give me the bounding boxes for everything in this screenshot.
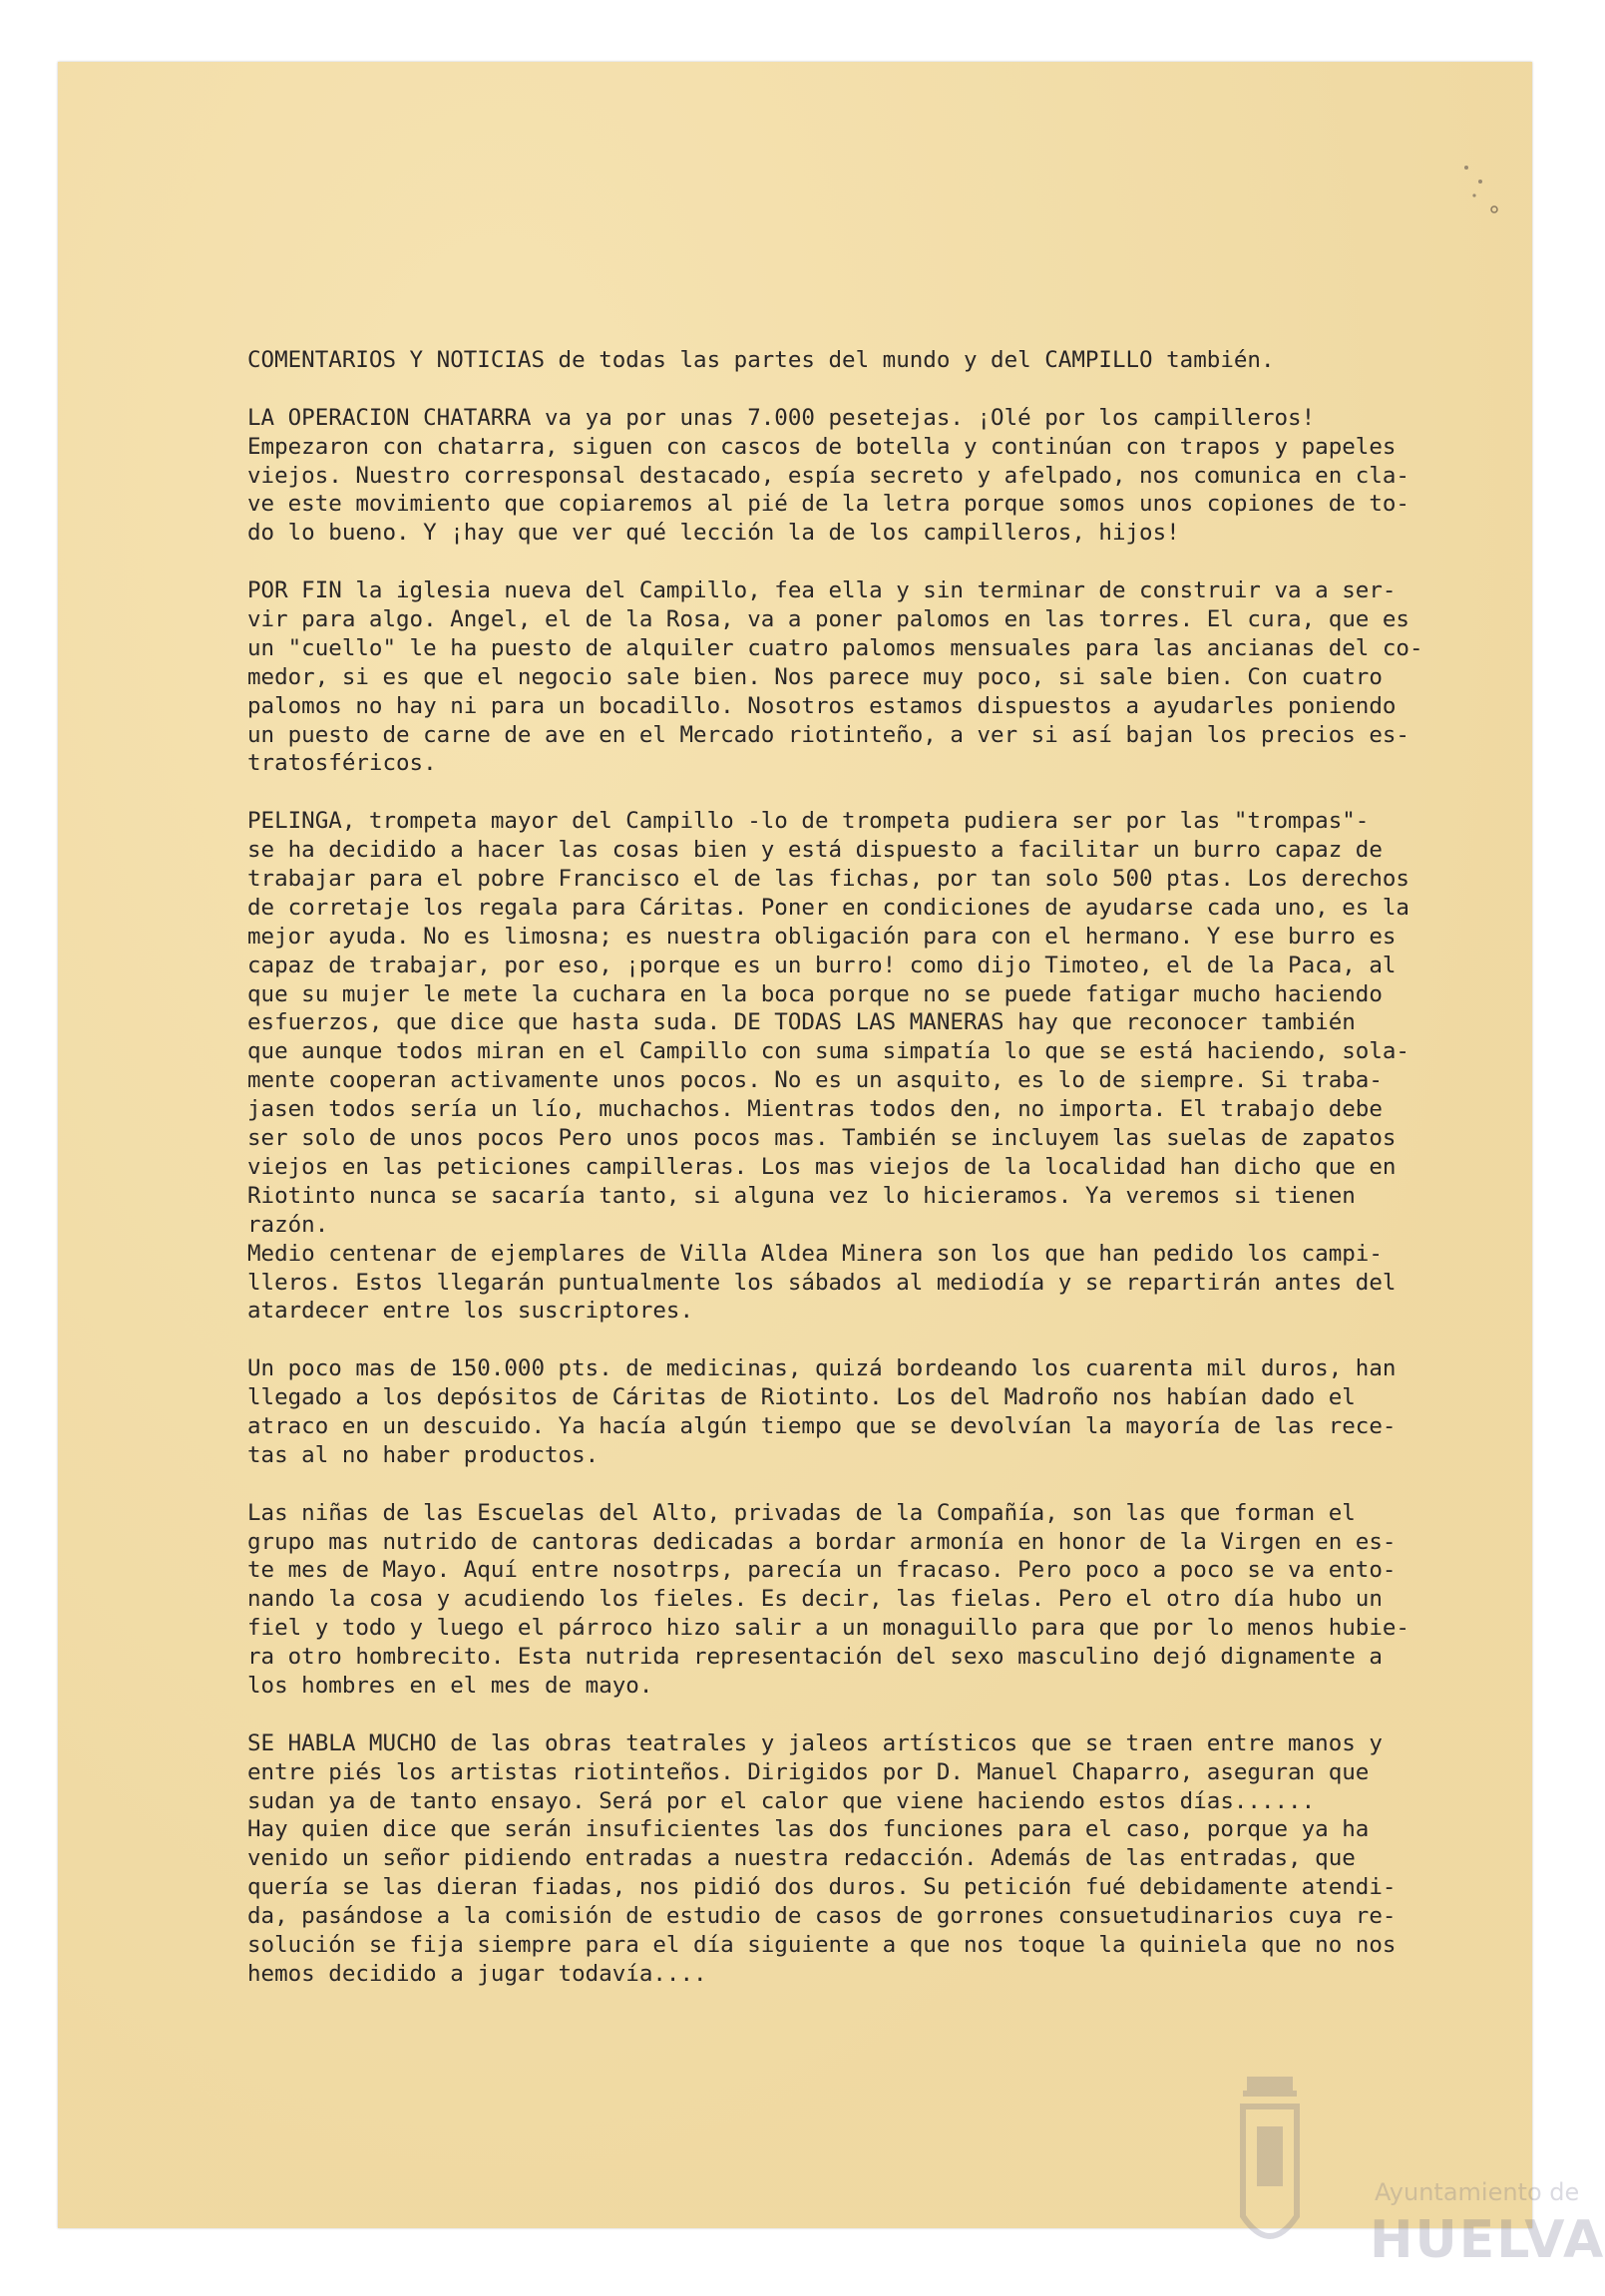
text-line: atraco en un descuido. Ya hacía algún tiempo que se devolvían la mayoría de las rece-: [247, 1412, 1397, 1439]
text-line: quería se las dieran fiadas, nos pidió dos duros. Su petición fué debidamente atendi-: [247, 1874, 1397, 1901]
text-line: vir para algo. Angel, el de la Rosa, va a poner palomos en las torres. El cura, que es: [247, 606, 1409, 633]
text-line: da, pasándose a la comisión de estudio de casos de gorrones consuetudinarios cuya re-: [247, 1903, 1397, 1930]
coat-of-arms-icon: [1235, 2067, 1305, 2266]
text-line: ser solo de unos pocos Pero unos pocos mas. También se incluyem las suelas de zapatos: [247, 1125, 1397, 1152]
text-line: POR FIN la iglesia nueva del Campillo, fea ella y sin terminar de construir va a ser-: [247, 577, 1397, 604]
watermark-line1: Ayuntamiento de: [1375, 2178, 1580, 2206]
text-line: SE HABLA MUCHO de las obras teatrales y jaleos artísticos que se traen entre manos y: [247, 1729, 1383, 1756]
paragraph-gap: [247, 375, 1494, 404]
text-line: ve este movimiento que copiaremos al pié de la letra porque somos unos copiones de to-: [247, 491, 1409, 518]
text-line: fiel y todo y luego el párroco hizo salir a un monaguillo para que por lo menos hubie-: [247, 1615, 1409, 1642]
text-line: Empezaron con chatarra, siguen con cascos de botella y continúan con trapos y papeles: [247, 433, 1397, 460]
text-line: razón.: [247, 1211, 329, 1238]
text-line: sudan ya de tanto ensayo. Será por el calor que viene haciendo estos días......: [247, 1787, 1316, 1814]
text-line: capaz de trabajar, por eso, ¡porque es un burro! como dijo Timoteo, el de la Paca, al: [247, 952, 1397, 978]
text-line: Medio centenar de ejemplares de Villa Aldea Minera son los que han pedido los campi-: [247, 1240, 1383, 1267]
paragraph-gap: [247, 1701, 1494, 1729]
text-line: LA OPERACION CHATARRA va ya por unas 7.000 pesetejas. ¡Olé por los campilleros!: [247, 404, 1316, 431]
text-line: COMENTARIOS Y NOTICIAS de todas las partes del mundo y del CAMPILLO también.: [247, 347, 1275, 373]
text-line: un puesto de carne de ave en el Mercado riotinteño, a ver si así bajan los precios es-: [247, 721, 1409, 748]
text-line: solución se fija siempre para el día siguiente a que nos toque la quiniela que no nos: [247, 1931, 1397, 1958]
text-line: hemos decidido a jugar todavía....: [247, 1960, 707, 1987]
text-line: lleros. Estos llegarán puntualmente los sábados al mediodía y se repartirán antes del: [247, 1269, 1397, 1296]
text-line: nando la cosa y acudiendo los fieles. Es decir, las fielas. Pero el otro día hubo un: [247, 1586, 1383, 1613]
paragraph-gap: [247, 1470, 1494, 1499]
text-line: que su mujer le mete la cuchara en la boca porque no se puede fatigar mucho haciendo: [247, 980, 1383, 1007]
text-line: Las niñas de las Escuelas del Alto, privadas de la Compañía, son las que forman el: [247, 1499, 1356, 1526]
text-line: que aunque todos miran en el Campillo con suma simpatía lo que se está haciendo, sola-: [247, 1038, 1409, 1065]
text-line: de corretaje los regala para Cáritas. Poner en condiciones de ayudarse cada uno, es la: [247, 894, 1409, 921]
document-body: [247, 346, 1494, 1989]
text-line: Hay quien dice que serán insuficientes las dos funciones para el caso, porque ya ha: [247, 1816, 1370, 1843]
text-line: Riotinto nunca se sacaría tanto, si alguna vez lo hicieramos. Ya veremos si tienen: [247, 1182, 1356, 1209]
text-line: tas al no haber productos.: [247, 1441, 600, 1468]
text-line: esfuerzos, que dice que hasta suda. DE TODAS LAS MANERAS hay que reconocer también: [247, 1009, 1356, 1036]
text-line: do lo bueno. Y ¡hay que ver qué lección la de los campilleros, hijos!: [247, 520, 1180, 547]
text-line: viejos. Nuestro corresponsal destacado, espía secreto y afelpado, nos comunica en cla-: [247, 462, 1409, 489]
text-line: se ha decidido a hacer las cosas bien y está dispuesto a facilitar un burro capaz de: [247, 837, 1383, 864]
text-line: Un poco mas de 150.000 pts. de medicinas, quizá bordeando los cuarenta mil duros, han: [247, 1355, 1397, 1382]
text-line: medor, si es que el negocio sale bien. Nos parece muy poco, si sale bien. Con cuatro: [247, 663, 1383, 690]
text-line: PELINGA, trompeta mayor del Campillo -lo de trompeta pudiera ser por las "trompas"-: [247, 808, 1370, 835]
text-line: un "cuello" le ha puesto de alquiler cuatro palomos mensuales para las ancianas del co-: [247, 634, 1423, 661]
text-line: ra otro hombrecito. Esta nutrida representación del sexo masculino dejó dignamente a: [247, 1644, 1383, 1671]
text-line: grupo mas nutrido de cantoras dedicadas a bordar armonía en honor de la Virgen en es-: [247, 1528, 1397, 1555]
text-line: mente cooperan activamente unos pocos. No es un asquito, es lo de siempre. Si traba-: [247, 1067, 1383, 1094]
text-line: te mes de Mayo. Aquí entre nosotrps, parecía un fracaso. Pero poco a poco se va ento-: [247, 1557, 1397, 1584]
text-line: llegado a los depósitos de Cáritas de Riotinto. Los del Madroño nos habían dado el: [247, 1384, 1356, 1411]
watermark: [1185, 2067, 1605, 2296]
text-line: mejor ayuda. No es limosna; es nuestra obligación para con el hermano. Y ese burro es: [247, 923, 1397, 950]
paragraph-gap: [247, 548, 1494, 576]
text-line: venido un señor pidiendo entradas a nuestra redacción. Además de las entradas, que: [247, 1845, 1356, 1872]
text-line: jasen todos sería un lío, muchachos. Mientras todos den, no importa. El trabajo debe: [247, 1096, 1383, 1123]
text-line: atardecer entre los suscriptores.: [247, 1298, 694, 1325]
text-line: entre piés los artistas riotinteños. Dirigidos por D. Manuel Chaparro, aseguran que: [247, 1758, 1370, 1785]
paper-marks: [1414, 112, 1534, 231]
text-line: los hombres en el mes de mayo.: [247, 1672, 653, 1699]
text-line: palomos no hay ni para un bocadillo. Nosotros estamos dispuestos a ayudarles poniendo: [247, 692, 1397, 719]
paragraph-gap: [247, 1326, 1494, 1354]
text-line: tratosféricos.: [247, 750, 437, 777]
watermark-line2: HUELVA: [1370, 2210, 1605, 2270]
document-page: [58, 62, 1605, 2270]
paragraph-gap: [247, 778, 1494, 807]
text-line: trabajar para el pobre Francisco el de las fichas, por tan solo 500 ptas. Los derechos: [247, 866, 1409, 893]
text-line: viejos en las peticiones campilleras. Los mas viejos de la localidad han dicho que en: [247, 1153, 1397, 1180]
